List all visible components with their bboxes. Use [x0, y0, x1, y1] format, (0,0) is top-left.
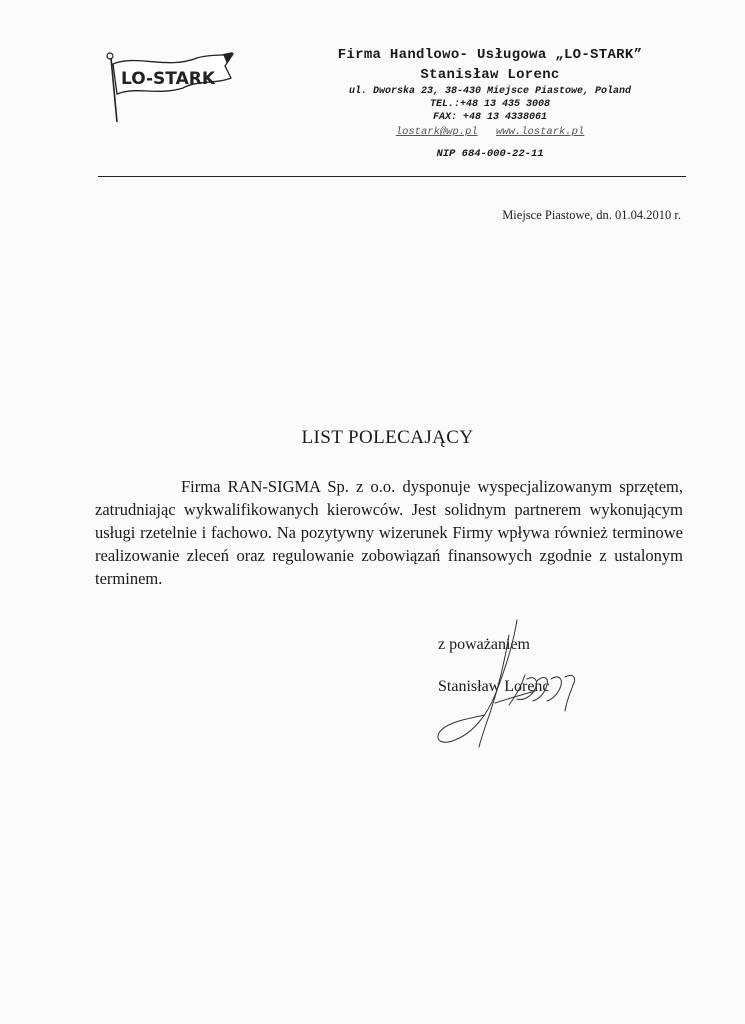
company-website[interactable]: www.lostark.pl: [496, 126, 585, 138]
company-email[interactable]: lostark@wp.pl: [395, 126, 478, 138]
company-owner: Stanisław Lorenc: [420, 67, 560, 83]
company-nip: NIP 684-000-22-11: [436, 148, 544, 160]
company-phone: TEL.:+48 13 435 3008: [429, 99, 551, 110]
logo-text: LO-STARK: [121, 69, 215, 89]
date-line: Miejsce Piastowe, dn. 01.04.2010 r.: [502, 208, 681, 222]
header-divider: [98, 176, 686, 177]
signer-name: Stanisław Lorenc: [438, 678, 550, 695]
letter-title: LIST POLECAJĄCY: [301, 427, 474, 448]
company-name: Firma Handlowo- Usługowa „LO-STARK”: [337, 47, 643, 63]
company-logo: [97, 44, 237, 124]
company-header: [300, 46, 680, 160]
letter-body: [95, 475, 683, 590]
company-contacts: [300, 125, 680, 139]
company-address: ul. Dworska 23, 38-430 Miejsce Piastowe, Poland: [348, 86, 632, 97]
closing-phrase: z poważaniem: [438, 636, 530, 653]
company-fax: FAX: +48 13 4338061: [432, 112, 548, 123]
letter-body-text: Firma RAN-SIGMA Sp. z o.o. dysponuje wyspecjalizowanym sprzętem, zatrudniając wykwalifikowanych kierowców. Jest solidnym partnerem wykonującym usługi rzetelnie i fachowo. Na pozytywny wizerunek Firmy wpływa również terminowe realizowanie zleceń oraz regulowanie zobowiązań finansowych zgodnie z ustalonym terminem.: [95, 477, 683, 588]
